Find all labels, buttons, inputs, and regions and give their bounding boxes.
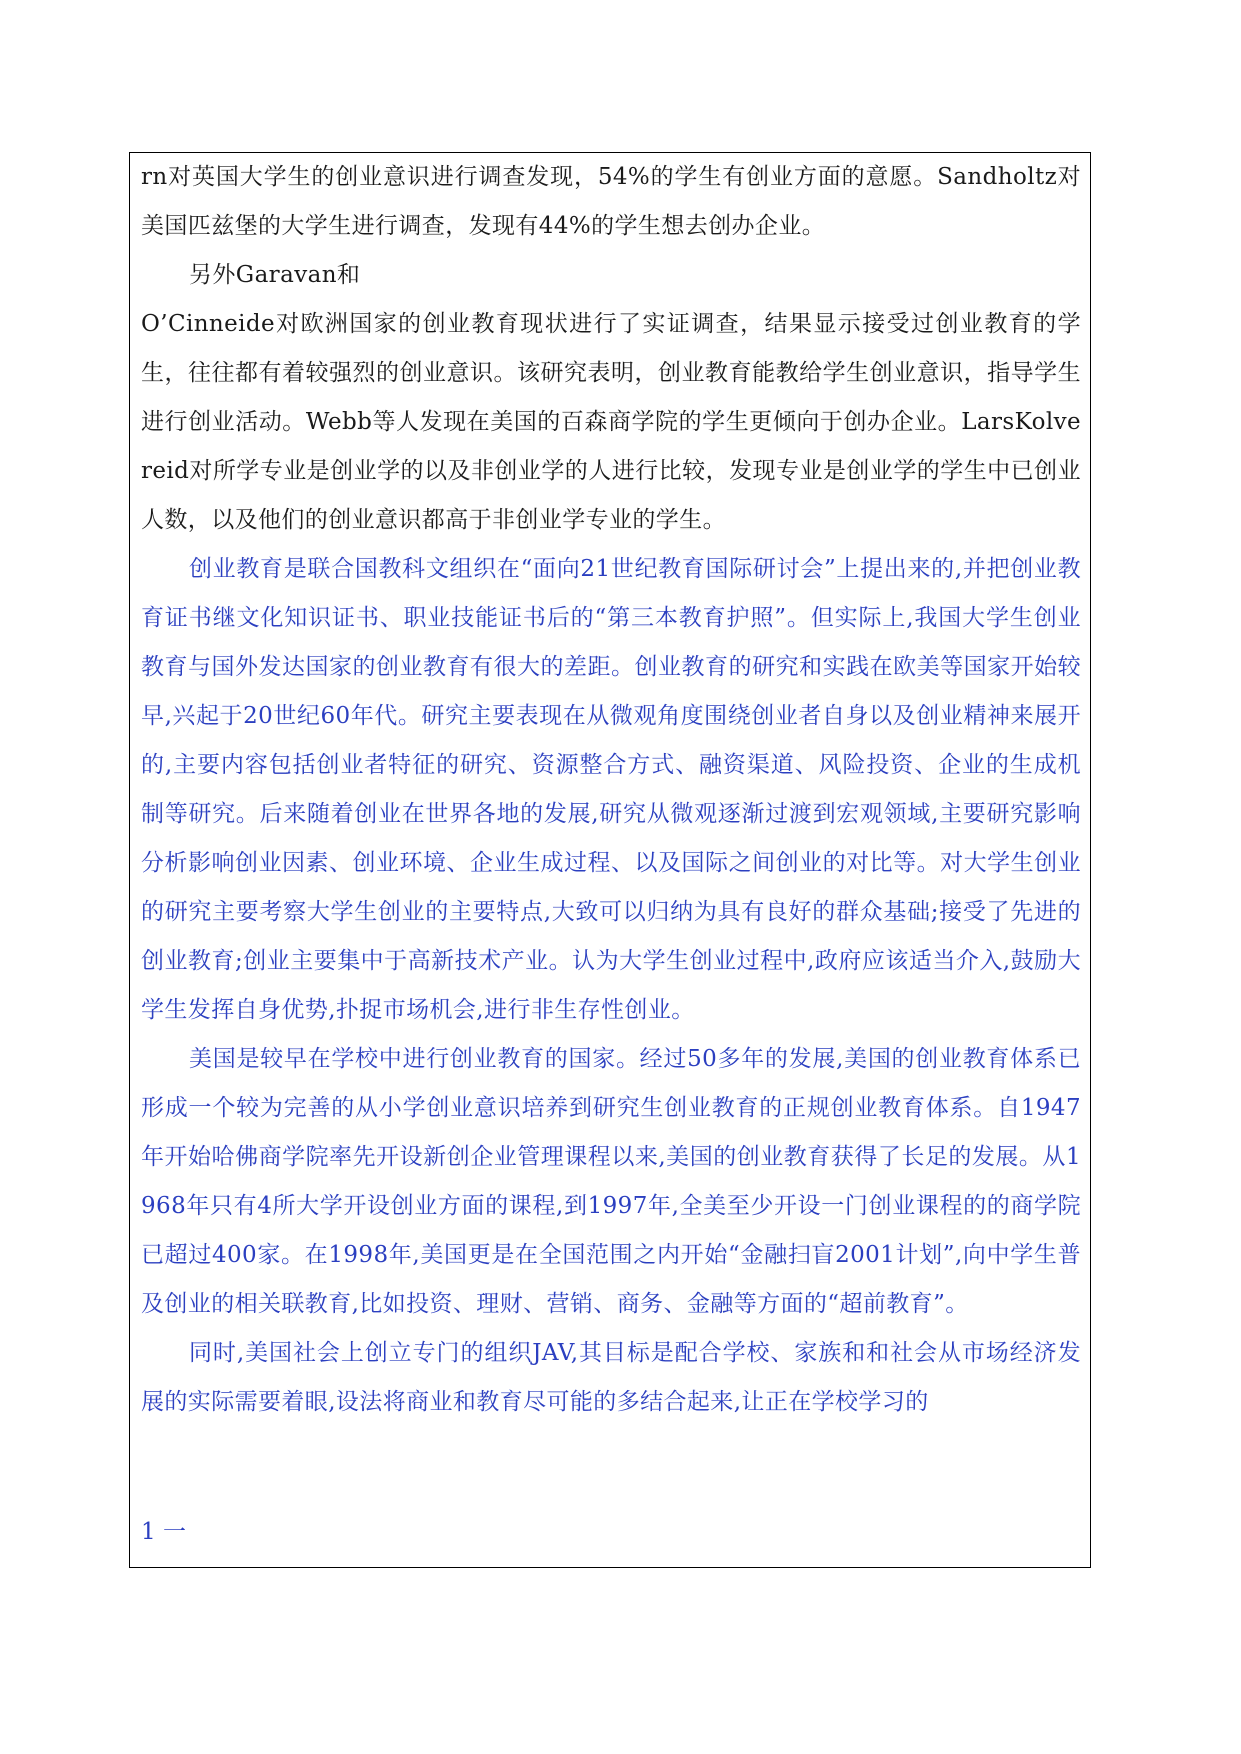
document-body	[141, 153, 1081, 1427]
page-number: 1 一	[141, 1519, 186, 1545]
paragraph-2: 另外Garavan和	[189, 262, 361, 288]
paragraph-3: O’Cinneide对欧洲国家的创业教育现状进行了实证调查，结果显示接受过创业教育的学生，往往都有着较强烈的创业意识。该研究表明，创业教育能教给学生创业意识，指导学生进行创业活动。Webb等人发现在美国的百森商学院的学生更倾向于创办企业。LarsKolvereid对所学专业是创业学的以及非创业学的人进行比较，发现专业是创业学的学生中已创业人数，以及他们的创业意识都高于非创业学专业的学生。	[141, 311, 1081, 533]
paragraph-1: rn对英国大学生的创业意识进行调查发现，54%的学生有创业方面的意愿。Sandholtz对美国匹兹堡的大学生进行调查，发现有44%的学生想去创办企业。	[141, 164, 1081, 239]
paragraph-4: 创业教育是联合国教科文组织在“面向21世纪教育国际研讨会”上提出来的,并把创业教育证书继文化知识证书、职业技能证书后的“第三本教育护照”。但实际上,我国大学生创业教育与国外发达国家的创业教育有很大的差距。创业教育的研究和实践在欧美等国家开始较早,兴起于20世纪60年代。研究主要表现在从微观角度围绕创业者自身以及创业精神来展开的,主要内容包括创业者特征的研究、资源整合方式、融资渠道、风险投资、企业的生成机制等研究。后来随着创业在世界各地的发展,研究从微观逐渐过渡到宏观领域,主要研究影响分析影响创业因素、创业环境、企业生成过程、以及国际之间创业的对比等。对大学生创业的研究主要考察大学生创业的主要特点,大致可以归纳为具有良好的群众基础;接受了先进的创业教育;创业主要集中于高新技术产业。认为大学生创业过程中,政府应该适当介入,鼓励大学生发挥自身优势,扑捉市场机会,进行非生存性创业。	[141, 556, 1081, 1023]
paragraph-5: 美国是较早在学校中进行创业教育的国家。经过50多年的发展,美国的创业教育体系已形成一个较为完善的从小学创业意识培养到研究生创业教育的正规创业教育体系。自1947年开始哈佛商学院率先开设新创企业管理课程以来,美国的创业教育获得了长足的发展。从1968年只有4所大学开设创业方面的课程,到1997年,全美至少开设一门创业课程的的商学院已超过400家。在1998年,美国更是在全国范围之内开始“金融扫盲2001计划”,向中学生普及创业的相关联教育,比如投资、理财、营销、商务、金融等方面的“超前教育”。	[141, 1046, 1081, 1317]
paragraph-6: 同时,美国社会上创立专门的组织JAV,其目标是配合学校、家族和和社会从市场经济发展的实际需要着眼,设法将商业和教育尽可能的多结合起来,让正在学校学习的	[141, 1340, 1081, 1415]
document-frame	[129, 152, 1091, 1568]
